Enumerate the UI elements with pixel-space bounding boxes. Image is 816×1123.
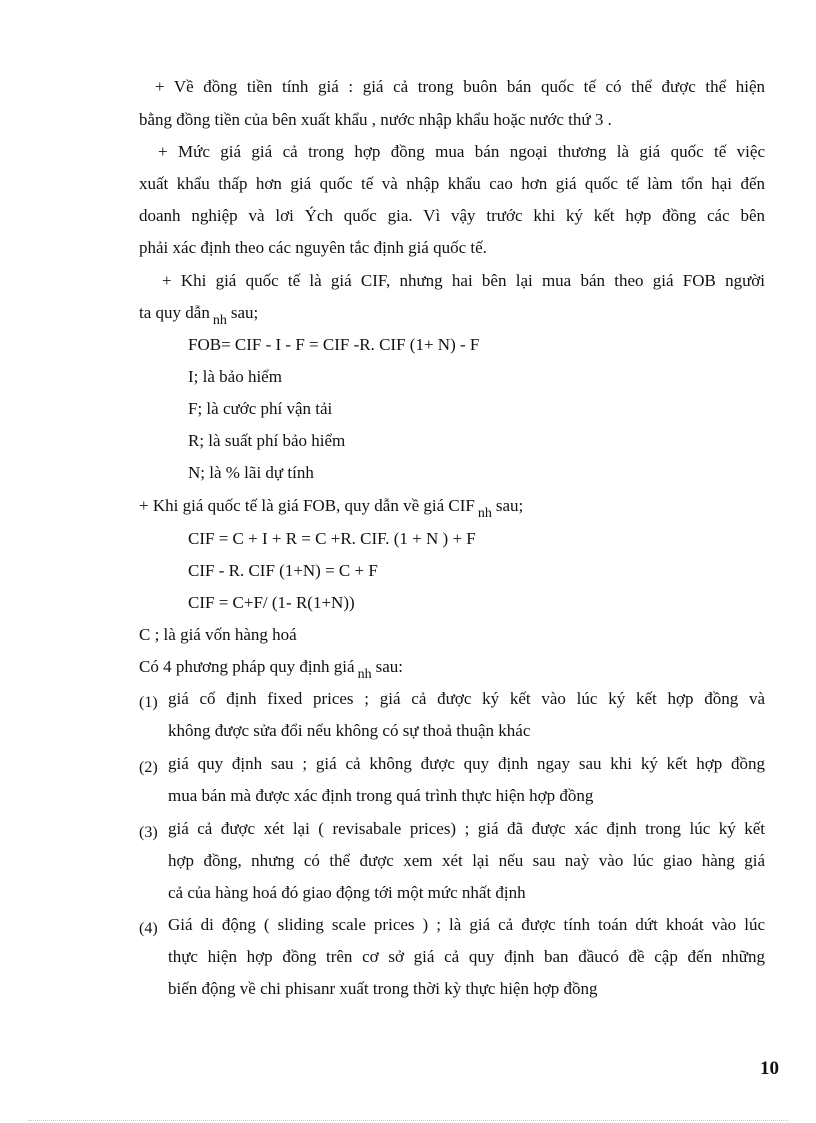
currency-line-2: bằng đồng tiền của bên xuất khẩu , nước nhập khẩu hoặc nước thứ 3 .: [139, 110, 612, 129]
def-insurance-rate: R; là suất phí bảo hiểm: [188, 431, 346, 450]
methods-intro-tail: sau:: [375, 657, 403, 676]
method-4-number: (4): [139, 920, 158, 937]
page-number: 10: [760, 1058, 779, 1079]
methods-intro: [139, 656, 403, 680]
fob-cif-line-1-text: + Khi giá quốc tế là giá FOB, quy dẫn về giá CIF: [139, 496, 475, 515]
method-1-line-1: giá cố định fixed prices ; giá cả được ký kết vào lúc ký kết hợp đồng và: [168, 689, 765, 708]
method-4-line-1: Giá di động ( sliding scale prices ) ; là giá cả được tính toán dứt khoát vào lúc: [168, 915, 765, 934]
methods-intro-text: Có 4 phương pháp quy định giá: [139, 657, 355, 676]
cif-fob-line-1: + Khi giá quốc tế là giá CIF, nhưng hai bên lại mua bán theo giá FOB người: [162, 271, 765, 290]
methods-intro-sub: nh: [357, 667, 372, 682]
def-freight: F; là cước phí vận tải: [188, 399, 333, 418]
method-1-number: (1): [139, 694, 158, 711]
footer-divider: [28, 1120, 788, 1121]
method-4-line-3: biến động về chi phisanr xuất trong thời kỳ thực hiện hợp đồng: [168, 979, 598, 998]
method-3-line-2: hợp đồng, nhưng có thể được xem xét lại nếu sau naỳ vào lúc giao hàng giá: [168, 851, 765, 870]
method-2-line-1: giá quy định sau ; giá cả không được quy định ngay sau khi ký kết hợp đồng: [168, 754, 765, 773]
method-4-line-2: thực hiện hợp đồng trên cơ sở giá cả quy định ban đầucó đề cập đến những: [168, 947, 765, 966]
fob-formula: FOB= CIF - I - F = CIF -R. CIF (1+ N) - F: [188, 335, 480, 354]
method-1-line-2: không được sửa đổi nếu không có sự thoả thuận khác: [168, 721, 531, 740]
cif-fob-line-2-tail: sau;: [230, 303, 259, 322]
method-2-number: (2): [139, 759, 158, 776]
currency-line-1: + Về đồng tiền tính giá : giá cả trong buôn bán quốc tế có thể được thể hiện: [155, 77, 765, 96]
method-2-line-2: mua bán mà được xác định trong quá trình thực hiện hợp đồng: [168, 786, 594, 805]
cif-fob-line-2-sub: nh: [212, 313, 227, 328]
cif-fob-line-2: [139, 302, 258, 326]
cif-formula-2: CIF - R. CIF (1+N) = C + F: [188, 561, 378, 580]
level-line-4: phải xác định theo các nguyên tắc định giá quốc tế.: [139, 238, 487, 257]
level-line-3: doanh nghiệp và lơi Ých quốc gia. Vì vậy trước khi ký kết hợp đồng các bên: [139, 206, 765, 225]
level-line-1: + Mức giá giá cả trong hợp đồng mua bán ngoại thương là giá quốc tế việc: [158, 142, 765, 161]
fob-cif-line-1-tail: sau;: [495, 496, 524, 515]
def-insurance: I; là bảo hiểm: [188, 367, 282, 386]
cif-fob-line-2-text: ta quy dẫn: [139, 303, 210, 322]
cost-note: C ; là giá vốn hàng hoá: [139, 625, 297, 644]
method-3-line-1: giá cả được xét lại ( revisabale prices) ; giá đã được xác định trong lúc ký kết: [168, 819, 765, 838]
cif-formula-3: CIF = C+F/ (1- R(1+N)): [188, 593, 355, 612]
method-3-number: (3): [139, 824, 158, 841]
fob-cif-line-1: [139, 495, 523, 519]
level-line-2: xuất khẩu thấp hơn giá quốc tế và nhập khẩu cao hơn giá quốc tế làm tổn hại đến: [139, 174, 765, 193]
cif-formula-1: CIF = C + I + R = C +R. CIF. (1 + N ) + F: [188, 529, 476, 548]
fob-cif-line-1-sub: nh: [477, 506, 492, 521]
def-profit: N; là % lãi dự tính: [188, 463, 314, 482]
method-3-line-3: cả của hàng hoá đó giao động tới một mức nhất định: [168, 883, 526, 902]
